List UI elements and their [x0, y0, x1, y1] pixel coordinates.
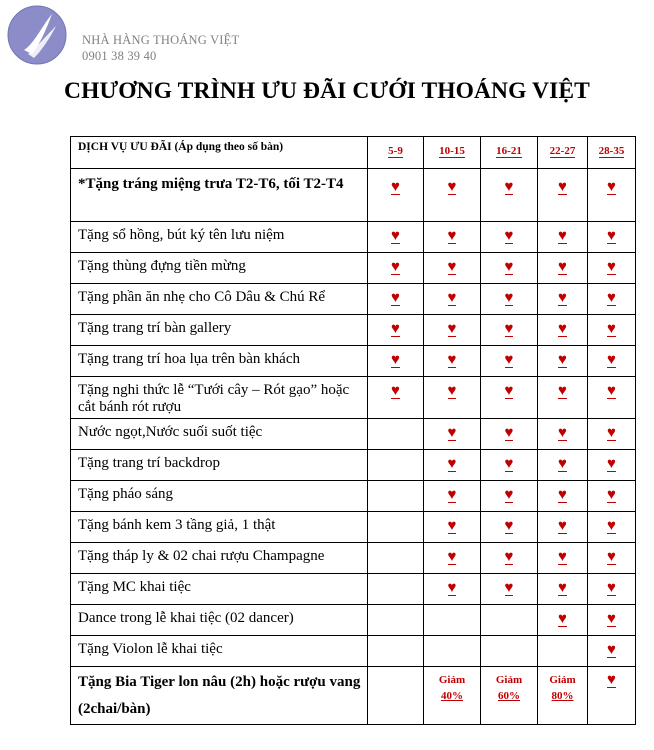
heart-icon: ♥ — [447, 321, 457, 337]
benefit-cell — [538, 450, 588, 481]
benefit-cell — [368, 450, 424, 481]
benefit-cell — [481, 574, 538, 605]
heart-icon: ♥ — [391, 321, 400, 337]
benefit-cell — [538, 574, 588, 605]
table-row — [71, 574, 636, 605]
benefit-cell — [588, 450, 636, 481]
heart-icon: ♥ — [447, 580, 457, 596]
heart-icon: ♥ — [447, 518, 457, 534]
heart-icon: ♥ — [558, 228, 567, 244]
table-row — [71, 346, 636, 377]
benefit-cell — [588, 419, 636, 450]
header-col: 16-21 — [481, 137, 538, 169]
heart-icon: ♥ — [391, 383, 400, 399]
table-header-row — [71, 137, 636, 169]
brand-name: NHÀ HÀNG THOÁNG VIỆT — [82, 33, 240, 47]
table-row — [71, 315, 636, 346]
benefit-cell — [481, 419, 538, 450]
heart-icon: ♥ — [558, 321, 567, 337]
service-label: Tặng trang trí bàn gallery — [71, 315, 368, 346]
benefit-cell — [424, 605, 481, 636]
benefit-cell — [368, 284, 424, 315]
table-row — [71, 253, 636, 284]
heart-icon: ♥ — [558, 290, 567, 306]
benefit-cell — [481, 253, 538, 284]
benefit-cell — [538, 377, 588, 419]
benefit-cell — [588, 636, 636, 667]
heart-icon: ♥ — [447, 549, 457, 565]
header-col: 10-15 — [424, 137, 481, 169]
service-label: Tặng phần ăn nhẹ cho Cô Dâu & Chú Rể — [71, 284, 368, 315]
service-label: Tặng Bia Tiger lon nâu (2h) hoặc rượu vang (2chai/bàn) — [71, 667, 368, 725]
benefit-cell — [368, 253, 424, 284]
benefit-cell — [368, 543, 424, 574]
benefit-cell — [588, 253, 636, 284]
benefit-cell — [424, 284, 481, 315]
heart-icon: ♥ — [504, 580, 514, 596]
table-row — [71, 169, 636, 222]
heart-icon: ♥ — [607, 672, 616, 688]
heart-icon: ♥ — [558, 518, 567, 534]
heart-icon: ♥ — [558, 425, 567, 441]
benefit-cell — [424, 636, 481, 667]
benefit-cell — [368, 605, 424, 636]
benefit-cell — [368, 636, 424, 667]
table-row — [71, 450, 636, 481]
header-service-label: DỊCH VỤ ƯU ĐÃI (Áp dụng theo số bàn) — [71, 137, 368, 169]
benefit-cell — [481, 450, 538, 481]
benefit-cell — [368, 574, 424, 605]
benefit-cell — [481, 315, 538, 346]
benefit-cell — [368, 512, 424, 543]
heart-icon: ♥ — [558, 259, 567, 275]
heart-icon: ♥ — [607, 580, 616, 596]
benefit-cell — [588, 315, 636, 346]
service-label: Dance trong lễ khai tiệc (02 dancer) — [71, 605, 368, 636]
table-row — [71, 222, 636, 253]
service-label: Tặng pháo sáng — [71, 481, 368, 512]
brand-logo-icon — [6, 4, 68, 66]
benefit-cell — [368, 667, 424, 725]
service-label: Tặng bánh kem 3 tầng giả, 1 thật — [71, 512, 368, 543]
benefit-cell — [481, 636, 538, 667]
table-row — [71, 377, 636, 419]
benefit-cell — [481, 605, 538, 636]
brand-phone: 0901 38 39 40 — [82, 49, 157, 63]
benefit-cell — [481, 284, 538, 315]
heart-icon: ♥ — [607, 383, 616, 399]
heart-icon: ♥ — [391, 259, 400, 275]
benefit-cell — [588, 377, 636, 419]
benefit-cell — [538, 315, 588, 346]
benefit-cell — [588, 481, 636, 512]
table-row — [71, 605, 636, 636]
heart-icon: ♥ — [607, 425, 616, 441]
benefit-cell — [538, 419, 588, 450]
benefit-cell — [481, 481, 538, 512]
service-label: Tặng nghi thức lễ “Tưới cây – Rót gạo” hoặc cắt bánh rót rượu — [71, 377, 368, 419]
heart-icon: ♥ — [504, 518, 514, 534]
benefit-cell — [538, 512, 588, 543]
benefit-cell — [481, 512, 538, 543]
heart-icon: ♥ — [558, 487, 567, 503]
heart-icon: ♥ — [558, 611, 567, 627]
benefit-cell — [368, 169, 424, 222]
benefit-cell — [368, 346, 424, 377]
heart-icon: ♥ — [447, 290, 457, 306]
heart-icon: ♥ — [607, 259, 616, 275]
heart-icon: ♥ — [558, 179, 567, 195]
benefit-cell — [481, 543, 538, 574]
page-title: CHƯƠNG TRÌNH ƯU ĐÃI CƯỚI THOÁNG VIỆT — [64, 78, 590, 104]
benefit-cell — [588, 346, 636, 377]
heart-icon: ♥ — [607, 321, 616, 337]
service-label: *Tặng tráng miệng trưa T2-T6, tối T2-T4 — [71, 169, 368, 222]
benefit-cell — [588, 574, 636, 605]
benefit-cell — [368, 222, 424, 253]
table-row — [71, 667, 636, 725]
heart-icon: ♥ — [504, 352, 514, 368]
discount-label: Giảm 40% — [438, 674, 466, 702]
benefit-cell — [538, 284, 588, 315]
benefit-cell — [368, 315, 424, 346]
service-label: Tặng trang trí backdrop — [71, 450, 368, 481]
table-row — [71, 481, 636, 512]
heart-icon: ♥ — [504, 321, 514, 337]
heart-icon: ♥ — [391, 179, 400, 195]
heart-icon: ♥ — [558, 456, 567, 472]
heart-icon: ♥ — [504, 290, 514, 306]
benefit-cell — [538, 481, 588, 512]
service-label: Tặng trang trí hoa lụa trên bàn khách — [71, 346, 368, 377]
service-label: Tặng sổ hồng, bút ký tên lưu niệm — [71, 222, 368, 253]
benefit-cell — [481, 377, 538, 419]
heart-icon: ♥ — [447, 383, 457, 399]
benefit-cell — [538, 222, 588, 253]
heart-icon: ♥ — [504, 383, 514, 399]
heart-icon: ♥ — [607, 179, 616, 195]
benefit-cell — [588, 284, 636, 315]
service-label: Tặng MC khai tiệc — [71, 574, 368, 605]
benefit-cell — [424, 253, 481, 284]
benefit-cell — [538, 667, 588, 725]
heart-icon: ♥ — [447, 456, 457, 472]
heart-icon: ♥ — [504, 259, 514, 275]
header-col: 28-35 — [588, 137, 636, 169]
heart-icon: ♥ — [607, 518, 616, 534]
table-row — [71, 636, 636, 667]
benefit-cell — [538, 253, 588, 284]
header-col: 22-27 — [538, 137, 588, 169]
table-row — [71, 284, 636, 315]
benefit-cell — [588, 512, 636, 543]
benefit-cell — [368, 377, 424, 419]
benefit-cell — [481, 667, 538, 725]
benefit-cell — [368, 481, 424, 512]
heart-icon: ♥ — [558, 580, 567, 596]
discount-label: Giảm 60% — [495, 674, 523, 702]
heart-icon: ♥ — [504, 425, 514, 441]
benefit-cell — [481, 222, 538, 253]
benefit-cell — [588, 667, 636, 725]
benefit-cell — [424, 574, 481, 605]
table-row — [71, 512, 636, 543]
benefit-cell — [538, 605, 588, 636]
service-label: Tặng thùng đựng tiền mừng — [71, 253, 368, 284]
benefit-cell — [424, 667, 481, 725]
heart-icon: ♥ — [391, 352, 400, 368]
service-label: Nước ngọt,Nước suối suốt tiệc — [71, 419, 368, 450]
heart-icon: ♥ — [447, 425, 457, 441]
heart-icon: ♥ — [447, 352, 457, 368]
benefit-cell — [424, 315, 481, 346]
heart-icon: ♥ — [447, 228, 457, 244]
benefit-cell — [424, 419, 481, 450]
benefit-cell — [538, 346, 588, 377]
heart-icon: ♥ — [558, 549, 567, 565]
heart-icon: ♥ — [607, 611, 616, 627]
benefit-cell — [538, 543, 588, 574]
heart-icon: ♥ — [607, 642, 616, 658]
heart-icon: ♥ — [391, 228, 400, 244]
promo-table — [70, 136, 636, 725]
heart-icon: ♥ — [447, 179, 457, 195]
heart-icon: ♥ — [504, 456, 514, 472]
benefit-cell — [588, 543, 636, 574]
benefit-cell — [424, 346, 481, 377]
heart-icon: ♥ — [447, 259, 457, 275]
heart-icon: ♥ — [607, 290, 616, 306]
heart-icon: ♥ — [504, 179, 514, 195]
heart-icon: ♥ — [607, 456, 616, 472]
heart-icon: ♥ — [607, 228, 616, 244]
benefit-cell — [538, 169, 588, 222]
heart-icon: ♥ — [607, 487, 616, 503]
benefit-cell — [588, 222, 636, 253]
table-row — [71, 543, 636, 574]
heart-icon: ♥ — [607, 549, 616, 565]
benefit-cell — [424, 481, 481, 512]
benefit-cell — [538, 636, 588, 667]
benefit-cell — [424, 377, 481, 419]
heart-icon: ♥ — [391, 290, 400, 306]
brand-info — [82, 32, 239, 64]
benefit-cell — [368, 419, 424, 450]
heart-icon: ♥ — [504, 487, 514, 503]
heart-icon: ♥ — [504, 549, 514, 565]
benefit-cell — [481, 169, 538, 222]
heart-icon: ♥ — [447, 487, 457, 503]
header-col: 5-9 — [368, 137, 424, 169]
benefit-cell — [481, 346, 538, 377]
benefit-cell — [424, 450, 481, 481]
benefit-cell — [424, 512, 481, 543]
heart-icon: ♥ — [558, 383, 567, 399]
heart-icon: ♥ — [558, 352, 567, 368]
service-label: Tặng Violon lễ khai tiệc — [71, 636, 368, 667]
heart-icon: ♥ — [607, 352, 616, 368]
heart-icon: ♥ — [504, 228, 514, 244]
discount-label: Giảm 80% — [549, 674, 576, 702]
benefit-cell — [424, 543, 481, 574]
table-row — [71, 419, 636, 450]
service-label: Tặng tháp ly & 02 chai rượu Champagne — [71, 543, 368, 574]
benefit-cell — [588, 169, 636, 222]
benefit-cell — [588, 605, 636, 636]
benefit-cell — [424, 222, 481, 253]
benefit-cell — [424, 169, 481, 222]
